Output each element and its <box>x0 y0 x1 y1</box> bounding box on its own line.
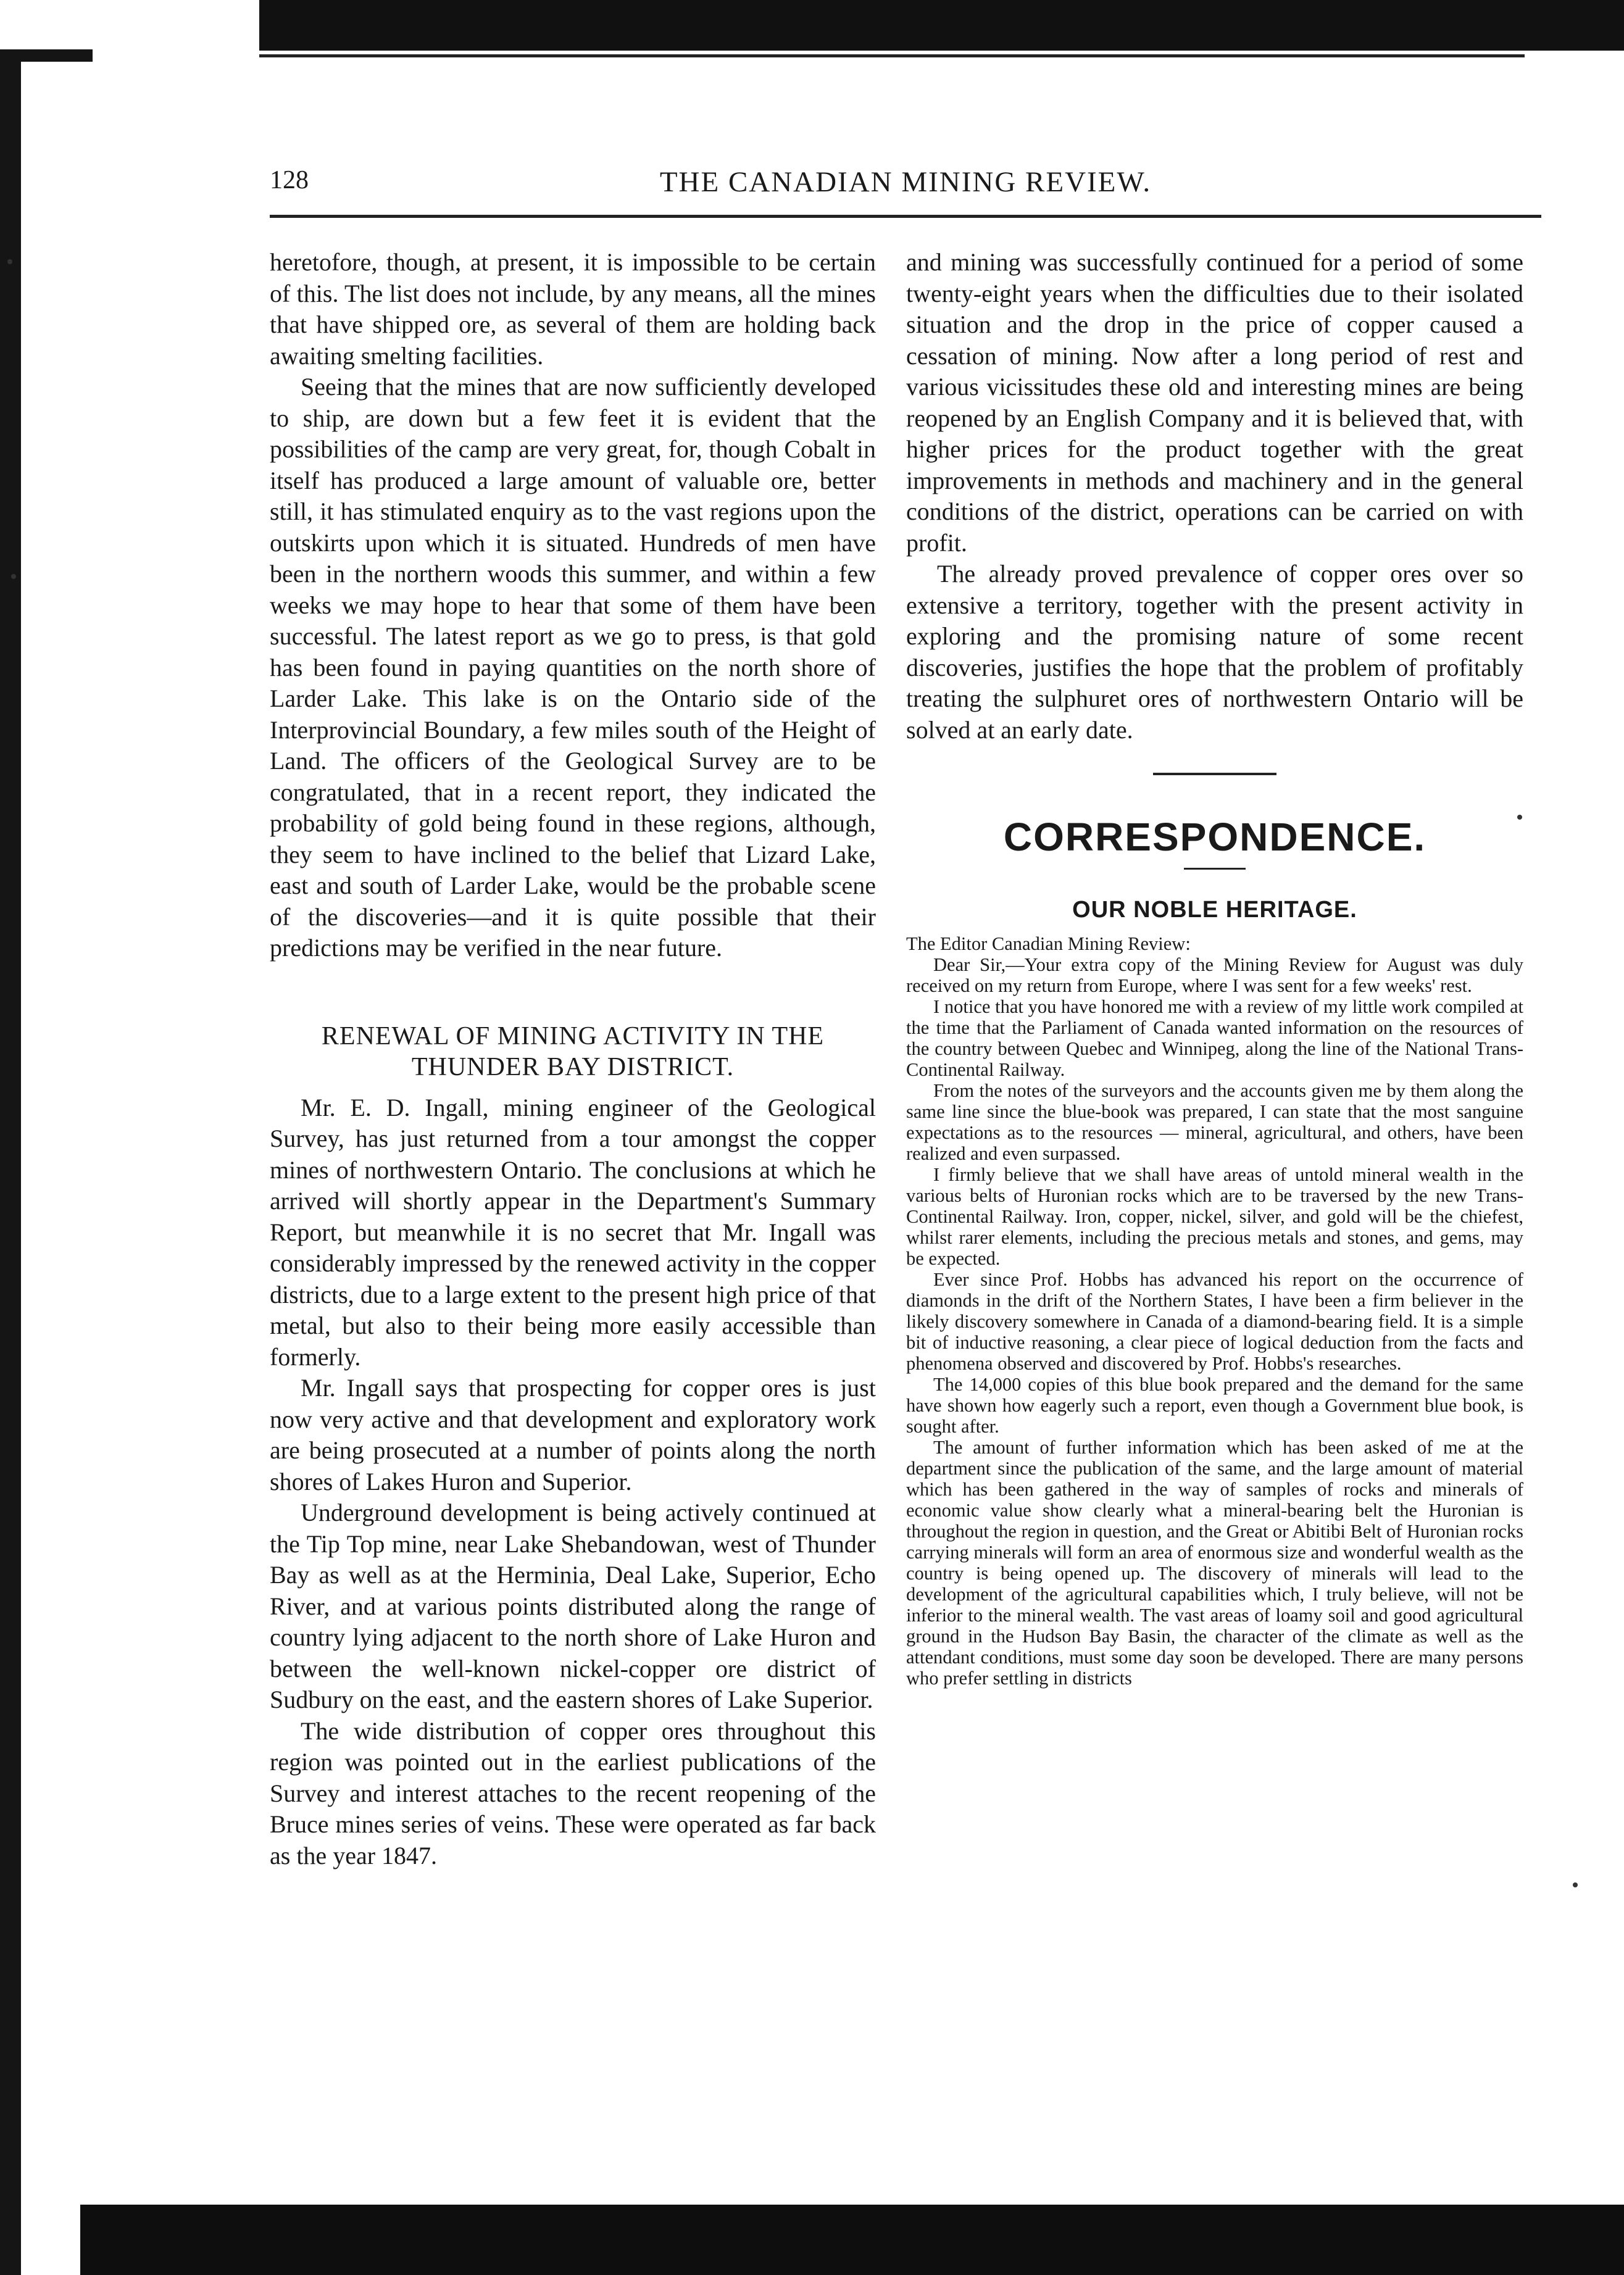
paragraph: The already proved prevalence of copper ores over so extensive a territory, together with the present activity in exploring and the promising nature of some recent discoveries, justifies the hope that the problem of profitably treating the sulphuret ores of northwestern Ontario will be solved at an early date. <box>906 560 1523 744</box>
page-number: 128 <box>270 166 309 194</box>
paragraph: The wide distribution of copper ores throughout this region was pointed out in the earliest publications of the Survey and interest attaches to the recent reopening of the Bruce mines series of veins. These were operated as far back as the year 1847. <box>270 1716 876 1869</box>
scan-edge-bottom <box>80 2205 1624 2275</box>
right-column <box>906 247 1523 1689</box>
scan-speck <box>1573 1882 1578 1887</box>
section-divider <box>1153 773 1276 775</box>
letter-body <box>906 933 1523 1689</box>
running-head <box>270 165 1541 209</box>
header-rule <box>270 215 1541 218</box>
paragraph: Underground development is being actively continued at the Tip Top mine, near Lake Shebandowan, west of Thunder Bay as well as at the Herminia, Deal Lake, Superior, Echo River, and at various points distributed along the range of country lying adjacent to the north shore of Lake Huron and between the well-known nickel-copper ore district of Sudbury on the east, and the eastern shores of Lake Superior. <box>270 1499 876 1713</box>
paragraph: and mining was successfully continued for a period of some twenty-eight years when the difficulties due to their isolated situation and the drop in the price of copper caused a cessation of mining. Now after a long period of rest and various vicissitudes these old and interesting mines are being reopened by an English Company and it is believed that, with higher prices for the product together with the great improvements in methods and machinery and in the general conditions of the district, operations can be carried on with profit. <box>906 248 1523 557</box>
paragraph: heretofore, though, at present, it is impossible to be certain of this. The list does not include, by any means, all the mines that have shipped ore, as several of them are holding back awaiting smelting facilities. <box>270 248 876 370</box>
title-divider <box>1184 868 1246 870</box>
left-column <box>270 247 876 1871</box>
letter-paragraph: Dear Sir,—Your extra copy of the Mining Review for August was duly received on my return from Europe, where I was sent for a few weeks' rest. <box>906 954 1523 996</box>
letter-paragraph: I firmly believe that we shall have areas of untold mineral wealth in the various belts of Huronian rocks which are to be traversed by the new Trans-Continental Railway. Iron, copper, nickel, silver, and gold will be the chiefest, whilst rarer elements, including the precious metals and stones, and gems, may be expected. <box>906 1163 1523 1269</box>
scan-edge-left <box>0 49 21 2275</box>
correspondence-title: CORRESPONDENCE. <box>1003 815 1426 859</box>
scan-speck <box>7 259 12 264</box>
letter-paragraph: From the notes of the surveyors and the accounts given me by them along the same line since the blue-book was prepared, I can state that the most sanguine expectations as to the resources — mineral, agricultural, and others, have been realized and even surpassed. <box>906 1079 1523 1164</box>
paragraph: Seeing that the mines that are now sufficiently developed to ship, are down but a few feet it is evident that the possibilities of the camp are very great, for, though Cobalt in itself has produced a large amount of valuable ore, better still, it has stimulated enquiry as to the vast regions upon the outskirts upon which it is situated. Hundreds of men have been in the northern woods this summer, and within a few weeks we may hope to hear that some of them have been successful. The latest report as we go to press, is that gold has been found in paying quantities on the north shore of Larder Lake. This lake is on the Ontario side of the Interprovincial Boundary, a few miles south of the Height of Land. The officers of the Geological Survey are to be congratulated, that in a recent report, they indicated the probability of gold being found in these regions, although, they seem to have inclined to the belief that Lizard Lake, east and south of Larder Lake, would be the probable scene of the discoveries—and it is quite possible that their predictions may be verified in the near future. <box>270 373 876 962</box>
section-heading: RENEWAL OF MINING ACTIVITY IN THE THUNDER BAY DISTRICT. <box>321 1021 825 1081</box>
scan-edge-left-hook <box>0 49 93 62</box>
letter-address: The Editor Canadian Mining Review: <box>906 933 1191 954</box>
letter-paragraph: The amount of further information which has been asked of me at the department since the publication of the same, and the large amount of material which has been gathered in the way of samples of rocks and minerals of economic value show clearly what a mineral-bearing belt the Huronian is throughout the region in question, and the Great or Abitibi Belt of Huronian rocks carrying minerals will form an area of enormous size and wonderful wealth as the country is being opened up. The discovery of minerals will lead to the development of the agricultural capabilities which, I truly believe, will not be inferior to the mineral wealth. The vast areas of loamy soil and good agricultural ground in the Hudson Bay Basin, the character of the climate as well as the attendant conditions, must some day soon be developed. There are many persons who prefer settling in districts <box>906 1436 1523 1689</box>
letter-paragraph: The 14,000 copies of this blue book prepared and the demand for the same have shown how eagerly such a report, even though a Government blue book, is sought after. <box>906 1373 1523 1437</box>
paragraph: Mr. E. D. Ingall, mining engineer of the Geological Survey, has just returned from a tour amongst the copper mines of northwestern Ontario. The conclusions at which he arrived will shortly appear in the Department's Summary Report, but meanwhile it is no secret that Mr. Ingall was considerably impressed by the renewed activity in the copper districts, due to a large extent to the present high price of that metal, but also to their being more easily accessible than formerly. <box>270 1093 876 1371</box>
journal-title: THE CANADIAN MINING REVIEW. <box>659 166 1152 198</box>
scan-speck <box>11 574 16 579</box>
letter-paragraph: Ever since Prof. Hobbs has advanced his report on the occurrence of diamonds in the drift of the Northern States, I have been a firm believer in the likely discovery somewhere in Canada of a diamond-bearing field. It is a simple bit of inductive reasoning, a clear piece of logical deduction from the facts and phenomena observed and discovered by Prof. Hobbs's researches. <box>906 1268 1523 1374</box>
scan-rule-top <box>259 54 1525 57</box>
paragraph: Mr. Ingall says that prospecting for copper ores is just now very active and that development and exploratory work are being prosecuted at a number of points along the north shores of Lakes Huron and Superior. <box>270 1374 876 1495</box>
letter-heading: OUR NOBLE HERITAGE. <box>1072 897 1357 923</box>
letter-paragraph: I notice that you have honored me with a review of my little work compiled at the time that the Parliament of Canada wanted information on the resources of the country between Quebec and Winnipeg, along the line of the National Trans-Continental Railway. <box>906 996 1523 1080</box>
scan-edge-top <box>259 0 1624 51</box>
